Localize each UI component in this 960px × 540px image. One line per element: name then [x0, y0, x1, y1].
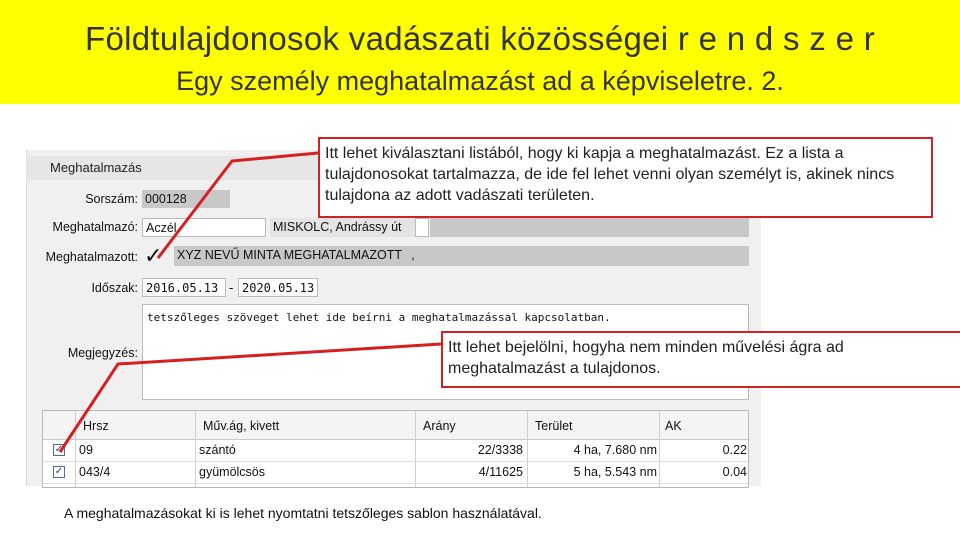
- meghatalmazo-label: Meghatalmazó:: [52, 220, 138, 234]
- cell-terulet: 5 ha, 5.543 nm: [573, 465, 657, 479]
- callout-select-person: Itt lehet kiválasztani listából, hogy ki kapja a meghatalmazást. Ez a lista a tulajdonosokat tartalmazza, de ide fel lehet venni olyan személyt is, akinek nincs tulajdona az adott vadászati területen.: [318, 137, 933, 218]
- footer-note: A meghatalmazásokat ki is lehet nyomtatni tetszőleges sablon használatával.: [64, 505, 542, 521]
- slide-title: Földtulajdonosok vadászati közösségei r e n d s z e r: [85, 20, 875, 57]
- idoszak-separator: -: [229, 280, 234, 295]
- meghatalmazott-label: Meghatalmazott:: [45, 250, 138, 264]
- megjegyzes-label: Megjegyzés:: [67, 346, 138, 360]
- col-terulet[interactable]: Terület: [535, 419, 573, 433]
- window-title: Meghatalmazás: [50, 160, 142, 175]
- slide-subtitle: Egy személy meghatalmazást ad a képviseletre. 2.: [176, 66, 784, 96]
- sorszam-label: Sorszám:: [85, 192, 138, 206]
- checkbox-icon[interactable]: ✓: [54, 444, 64, 455]
- col-hrsz[interactable]: Hrsz: [83, 419, 109, 433]
- cell-ak: 0.22: [722, 443, 747, 457]
- col-arany[interactable]: Arány: [423, 419, 456, 433]
- meghatalmazo-select[interactable]: Aczél: [142, 218, 266, 237]
- col-ak[interactable]: AK: [665, 419, 682, 433]
- callout-select-parcels: Itt lehet bejelölni, hogyha nem minden művelési ágra ad meghatalmazást a tulajdonos.: [441, 331, 960, 388]
- cell-hrsz: 043/4: [79, 465, 111, 479]
- meghatalmazo-address: MISKOLC, Andrássy út: [270, 218, 415, 237]
- pointer-line-middle: [60, 344, 441, 452]
- cell-arany: 22/3338: [477, 443, 523, 457]
- cell-muvag: szántó: [199, 443, 236, 457]
- cell-hrsz: 09: [79, 443, 93, 457]
- col-muvag[interactable]: Műv.ág, kivett: [203, 419, 280, 433]
- checkbox-icon[interactable]: ✓: [54, 466, 64, 477]
- cell-ak: 0.04: [722, 465, 747, 479]
- idoszak-label: Időszak:: [91, 281, 138, 295]
- sorszam-field[interactable]: 000128: [142, 190, 230, 208]
- check-icon[interactable]: ✓: [144, 243, 163, 268]
- cell-muvag: gyümölcsös: [199, 465, 265, 479]
- meghatalmazott-suffix: ,: [411, 248, 415, 262]
- pointer-line-top: [158, 153, 318, 258]
- idoszak-to-field[interactable]: 2020.05.13: [238, 278, 318, 297]
- cell-terulet: 4 ha, 7.680 nm: [573, 443, 657, 457]
- idoszak-from-field[interactable]: 2016.05.13: [142, 278, 226, 297]
- cell-arany: 4/11625: [478, 465, 523, 479]
- megjegyzes-textarea[interactable]: tetszőleges szöveget lehet ide beírni a meghatalmazással kapcsolatban.: [142, 304, 749, 400]
- meghatalmazott-value: XYZ NEVŰ MINTA MEGHATALMAZOTT: [177, 248, 402, 262]
